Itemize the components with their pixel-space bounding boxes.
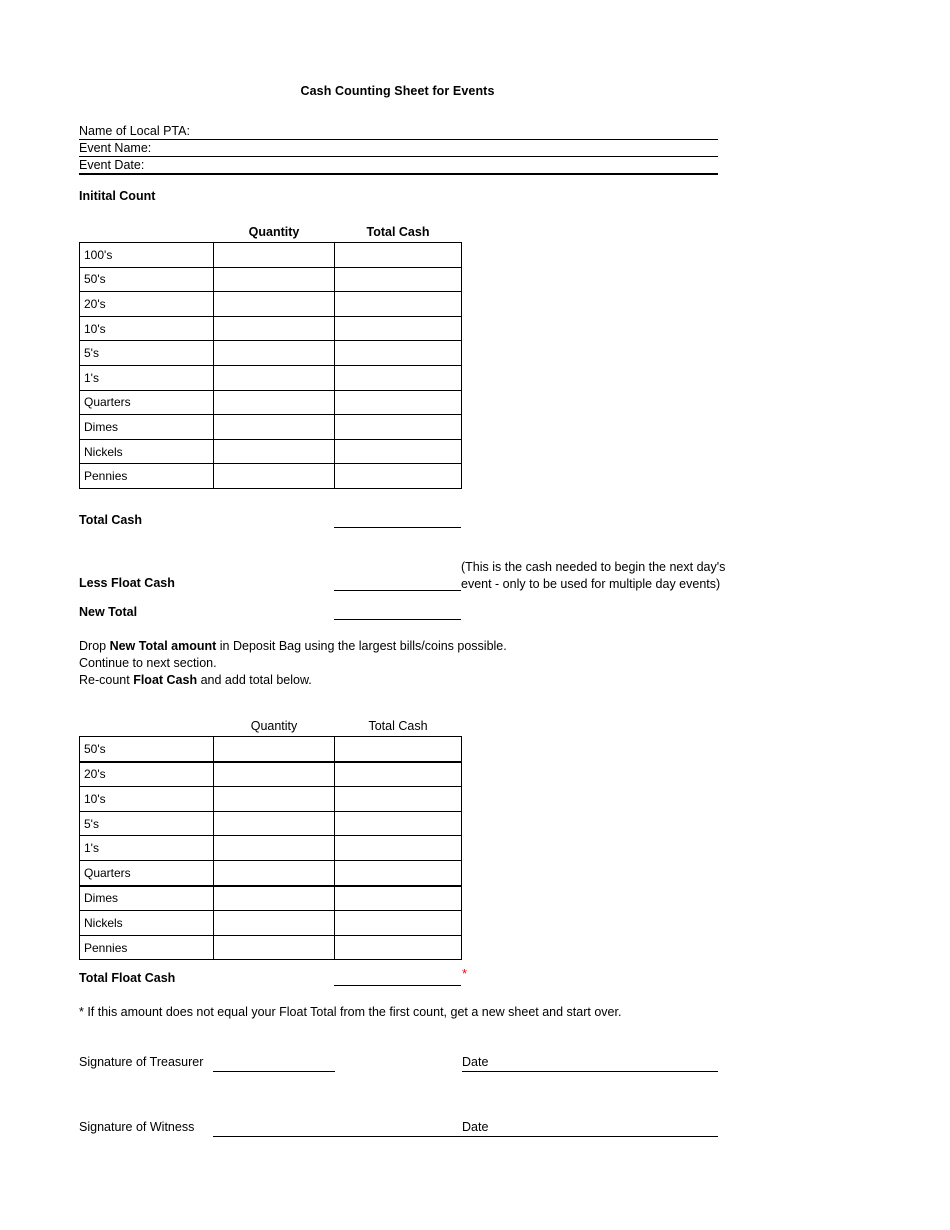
- cell-total-cash[interactable]: [335, 911, 462, 936]
- float-cash-note: [461, 559, 731, 593]
- input-total-cash[interactable]: [334, 527, 461, 528]
- column-header-total-cash: Total Cash: [366, 225, 430, 239]
- field-row-event-date[interactable]: [79, 156, 718, 175]
- table-row: [80, 860, 462, 885]
- cell-total-cash[interactable]: [335, 836, 462, 861]
- table-row: [80, 439, 462, 464]
- cell-denomination: Dimes: [80, 886, 214, 911]
- cell-total-cash[interactable]: [335, 316, 462, 341]
- label-total-cash: Total Cash: [79, 513, 142, 527]
- input-treasurer-date[interactable]: [462, 1071, 718, 1072]
- cell-denomination: 10's: [80, 316, 214, 341]
- cell-quantity[interactable]: [214, 390, 335, 415]
- cell-quantity[interactable]: [214, 787, 335, 812]
- table-row: [80, 415, 462, 440]
- table-row: [80, 341, 462, 366]
- table-row: [80, 886, 462, 911]
- table-row: [80, 316, 462, 341]
- field-label-name-of-local-pta: Name of Local PTA:: [79, 124, 190, 138]
- cell-quantity[interactable]: [214, 415, 335, 440]
- page-title: Cash Counting Sheet for Events: [300, 84, 495, 98]
- column-header-denomination: [80, 221, 214, 243]
- cell-quantity[interactable]: [214, 762, 335, 787]
- cell-total-cash[interactable]: [335, 886, 462, 911]
- cell-total-cash[interactable]: [335, 292, 462, 317]
- cell-denomination: 10's: [80, 787, 214, 812]
- cell-total-cash[interactable]: [335, 737, 462, 762]
- field-row-event-name[interactable]: [79, 139, 718, 157]
- cell-total-cash[interactable]: [335, 439, 462, 464]
- cell-quantity[interactable]: [214, 886, 335, 911]
- initial-count-table: [79, 221, 462, 489]
- cell-total-cash[interactable]: [335, 811, 462, 836]
- table-row: [80, 243, 462, 268]
- cell-total-cash[interactable]: [335, 341, 462, 366]
- table-row: [80, 292, 462, 317]
- label-total-float-cash: Total Float Cash: [79, 971, 176, 985]
- cell-denomination: Nickels: [80, 911, 214, 936]
- input-total-float-cash[interactable]: [334, 985, 461, 986]
- cell-quantity[interactable]: [214, 439, 335, 464]
- label-signature-of-treasurer: Signature of Treasurer: [79, 1055, 204, 1069]
- cell-quantity[interactable]: [214, 365, 335, 390]
- table-row: [80, 787, 462, 812]
- cell-quantity[interactable]: [214, 911, 335, 936]
- table-row: [80, 811, 462, 836]
- cell-total-cash[interactable]: [335, 365, 462, 390]
- cell-quantity[interactable]: [214, 316, 335, 341]
- instruction-line-1-pre: Drop: [79, 639, 110, 653]
- float-count-table: [79, 715, 462, 960]
- input-signature-of-witness[interactable]: [213, 1136, 718, 1137]
- cell-quantity[interactable]: [214, 836, 335, 861]
- cell-denomination: Dimes: [80, 415, 214, 440]
- input-new-total[interactable]: [334, 619, 461, 620]
- cell-total-cash[interactable]: [335, 762, 462, 787]
- input-less-float-cash[interactable]: [334, 590, 461, 591]
- column-header-quantity: Quantity: [250, 719, 298, 733]
- required-asterisk: *: [462, 966, 468, 981]
- table-row: [80, 267, 462, 292]
- cell-total-cash[interactable]: [335, 464, 462, 489]
- field-label-event-date: Event Date:: [79, 158, 145, 172]
- cell-denomination: 5's: [80, 341, 214, 366]
- table-row: [80, 365, 462, 390]
- cell-total-cash[interactable]: [335, 935, 462, 960]
- cell-denomination: 50's: [80, 737, 214, 762]
- label-treasurer-date: Date: [462, 1055, 489, 1069]
- instructions-block: [79, 638, 507, 689]
- label-signature-of-witness: Signature of Witness: [79, 1120, 195, 1134]
- float-cash-note-line-1: (This is the cash needed to begin the next day's: [461, 560, 726, 574]
- instruction-line-3-pre: Re-count: [79, 673, 134, 687]
- table-header-row: [80, 715, 462, 737]
- column-header-quantity: Quantity: [248, 225, 300, 239]
- cell-quantity[interactable]: [214, 267, 335, 292]
- cell-denomination: 5's: [80, 811, 214, 836]
- table-row: [80, 911, 462, 936]
- cell-denomination: 1's: [80, 836, 214, 861]
- label-new-total: New Total: [79, 605, 138, 619]
- field-label-event-name: Event Name:: [79, 141, 152, 155]
- cell-denomination: Pennies: [80, 464, 214, 489]
- float-cash-note-line-2: event - only to be used for multiple day events): [461, 577, 721, 591]
- table-row: [80, 935, 462, 960]
- table-row: [80, 390, 462, 415]
- table-row: [80, 762, 462, 787]
- cell-quantity[interactable]: [214, 811, 335, 836]
- instruction-line-2: Continue to next section.: [79, 656, 217, 670]
- cell-denomination: Pennies: [80, 935, 214, 960]
- cell-total-cash[interactable]: [335, 243, 462, 268]
- cell-total-cash[interactable]: [335, 415, 462, 440]
- input-signature-of-treasurer[interactable]: [213, 1071, 335, 1072]
- cell-denomination: 20's: [80, 292, 214, 317]
- cell-quantity[interactable]: [214, 292, 335, 317]
- cell-denomination: Quarters: [80, 860, 214, 885]
- field-row-name-of-local-pta[interactable]: [79, 122, 718, 140]
- instruction-line-3-bold: Float Cash: [133, 673, 198, 687]
- column-header-total-cash: Total Cash: [368, 719, 428, 733]
- footnote-float-total: * If this amount does not equal your Float Total from the first count, get a new sheet and start over.: [79, 1005, 622, 1019]
- cell-total-cash[interactable]: [335, 267, 462, 292]
- table-row: [80, 737, 462, 762]
- instruction-line-1-bold: New Total amount: [109, 639, 217, 653]
- cell-quantity[interactable]: [214, 737, 335, 762]
- label-less-float-cash: Less Float Cash: [79, 576, 175, 590]
- instruction-line-3: [79, 672, 507, 689]
- cell-denomination: Nickels: [80, 439, 214, 464]
- cell-quantity[interactable]: [214, 341, 335, 366]
- cell-quantity[interactable]: [214, 464, 335, 489]
- cell-total-cash[interactable]: [335, 860, 462, 885]
- cell-denomination: Quarters: [80, 390, 214, 415]
- instruction-line-1: [79, 638, 507, 655]
- cell-denomination: 1's: [80, 365, 214, 390]
- label-witness-date: Date: [462, 1120, 489, 1134]
- cell-total-cash[interactable]: [335, 390, 462, 415]
- instruction-line-1-post: in Deposit Bag using the largest bills/coins possible.: [216, 639, 507, 653]
- cell-denomination: 50's: [80, 267, 214, 292]
- cell-denomination: 100's: [80, 243, 214, 268]
- instruction-line-3-post: and add total below.: [197, 673, 312, 687]
- cell-quantity[interactable]: [214, 860, 335, 885]
- cell-denomination: 20's: [80, 762, 214, 787]
- column-header-denomination: [80, 715, 214, 737]
- table-row: [80, 836, 462, 861]
- table-header-row: [80, 221, 462, 243]
- section-heading-initial-count: Initital Count: [79, 189, 156, 203]
- cell-quantity[interactable]: [214, 243, 335, 268]
- table-row: [80, 464, 462, 489]
- cell-total-cash[interactable]: [335, 787, 462, 812]
- cell-quantity[interactable]: [214, 935, 335, 960]
